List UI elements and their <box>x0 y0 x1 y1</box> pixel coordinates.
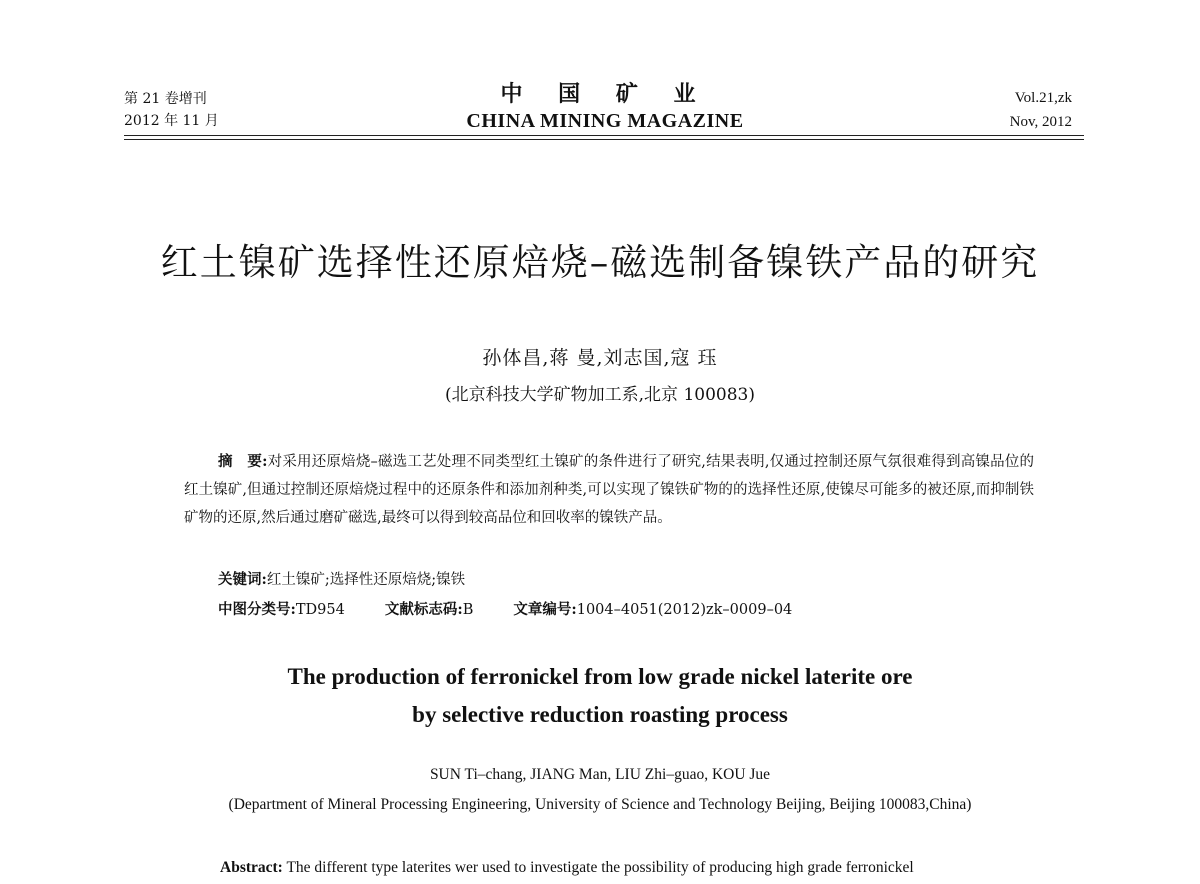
paper-title-en <box>0 658 1200 734</box>
paper-title-cn: 红土镍矿选择性还原焙烧–磁选制备镍铁产品的研究 <box>160 241 1040 284</box>
affiliation-cn: (北京科技大学矿物加工系,北京 100083) <box>445 385 755 405</box>
keywords-cn-text: 红土镍矿;选择性还原焙烧;镍铁 <box>266 572 466 588</box>
issue-date-en: Nov, 2012 <box>1009 114 1072 130</box>
affiliation-en: (Department of Mineral Processing Engineering, University of Science and Technology Beijing, Beijing 100083,China) <box>228 796 972 813</box>
article-number-label: 文章编号: <box>513 601 577 618</box>
keywords-cn-label: 关键词: <box>218 571 267 588</box>
abstract-cn-label: 摘 要: <box>218 453 268 470</box>
journal-name-en: CHINA MINING MAGAZINE <box>466 110 744 132</box>
authors-en: SUN Ti–chang, JIANG Man, LIU Zhi–guao, KOU Jue <box>429 766 771 783</box>
header-rule-bottom <box>124 139 1084 140</box>
keywords-cn <box>218 566 465 594</box>
abstract-en-text: The different type laterites wer used to investigate the possibility of producing high grade ferronickel <box>282 859 914 876</box>
header-rule-top <box>124 135 1084 136</box>
issue-info-en <box>1010 86 1072 134</box>
journal-masthead <box>380 80 830 134</box>
clc-value: TD954 <box>295 602 345 618</box>
abstract-en-label: Abstract: <box>220 859 283 876</box>
issue-date: 2012 年 11 月 <box>124 113 219 129</box>
abstract-en <box>220 855 1100 881</box>
doc-code-value: B <box>462 602 474 618</box>
doc-code-label: 文献标志码: <box>384 601 463 618</box>
abstract-cn <box>184 448 1034 532</box>
classification-line <box>218 596 792 624</box>
abstract-cn-paragraph <box>184 448 1034 532</box>
issue-volume: 第 21 卷增刊 <box>124 91 207 107</box>
authors-cn: 孙体昌,蒋 曼,刘志国,寇 珏 <box>482 347 718 369</box>
paper-title-en-line2: by selective reduction roasting process <box>412 702 788 727</box>
article-number-value: 1004–4051(2012)zk–0009–04 <box>576 602 793 618</box>
paper-title-en-line1: The production of ferronickel from low grade nickel laterite ore <box>287 664 913 689</box>
issue-info <box>124 88 219 132</box>
journal-name-cn: 中 国 矿 业 <box>500 81 710 107</box>
clc-label: 中图分类号: <box>218 601 296 618</box>
abstract-cn-text: 对采用还原焙烧–磁选工艺处理不同类型红土镍矿的条件进行了研究,结果表明,仅通过控制还原气氛很难得到高镍品位的红土镍矿,但通过控制还原焙烧过程中的还原条件和添加剂种类,可以实现了镍铁矿物的的选择性还原,使镍尽可能多的被还原,而抑制铁矿物的还原,然后通过磨矿磁选,最终可以得到较高品位和回收率的镍铁产品。 <box>184 454 1035 526</box>
issue-volume-en: Vol.21,zk <box>1014 90 1072 106</box>
